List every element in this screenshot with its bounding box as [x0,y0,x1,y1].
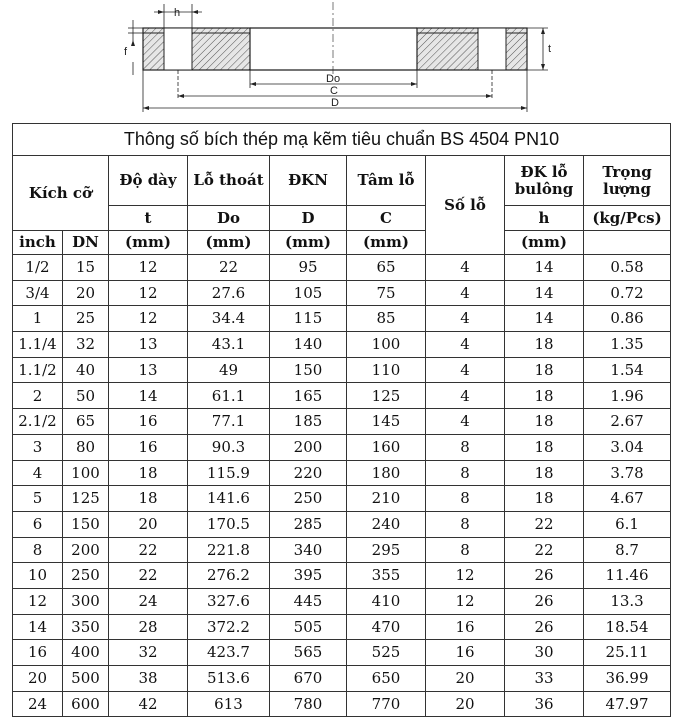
table-cell: 395 [270,563,347,589]
table-row [13,306,671,332]
table-cell: 1.35 [584,332,671,358]
table-cell: 100 [347,332,426,358]
table-cell: 15 [63,255,109,281]
table-cell: 240 [347,511,426,537]
table-cell: 250 [63,563,109,589]
table-cell: 26 [505,614,584,640]
table-cell: 8 [426,511,505,537]
table-cell: 40 [63,357,109,383]
table-cell: 24 [109,588,188,614]
table-cell: 90.3 [188,434,270,460]
table-cell: 3.78 [584,460,671,486]
table-cell: 18 [505,434,584,460]
table-row [13,460,671,486]
table-cell: 145 [347,409,426,435]
table-cell: 3.04 [584,434,671,460]
table-cell: 100 [63,460,109,486]
unit-d: (mm) [270,231,347,255]
table-cell: 8.7 [584,537,671,563]
table-cell: 170.5 [188,511,270,537]
table-cell: 95 [270,255,347,281]
table-cell: 350 [63,614,109,640]
table-cell: 340 [270,537,347,563]
label-d: D [331,97,339,109]
unit-do: (mm) [188,231,270,255]
table-cell: 65 [347,255,426,281]
table-cell: 18 [505,409,584,435]
table-cell: 0.86 [584,306,671,332]
table-body [13,255,671,717]
table-cell: 16 [426,614,505,640]
symbol-d: D [270,206,347,231]
table-cell: 525 [347,640,426,666]
table-cell: 250 [270,486,347,512]
table-cell: 780 [270,691,347,717]
table-row [13,280,671,306]
table-cell: 43.1 [188,332,270,358]
table-cell: 8 [13,537,63,563]
table-cell: 20 [109,511,188,537]
table-cell: 18 [505,486,584,512]
dimension-t [527,28,551,70]
table-cell: 327.6 [188,588,270,614]
unit-t: (mm) [109,231,188,255]
table-cell: 5 [13,486,63,512]
table-cell: 4 [426,332,505,358]
table-cell: 110 [347,357,426,383]
table-cell: 115.9 [188,460,270,486]
table-cell: 3/4 [13,280,63,306]
table-cell: 20 [426,691,505,717]
unit-c: (mm) [347,231,426,255]
table-cell: 4 [426,357,505,383]
table-cell: 16 [426,640,505,666]
table-cell: 4 [426,255,505,281]
table-cell: 0.72 [584,280,671,306]
table-cell: 27.6 [188,280,270,306]
table-cell: 50 [63,383,109,409]
table-cell: 200 [63,537,109,563]
table-cell: 125 [63,486,109,512]
table-cell: 38 [109,666,188,692]
table-cell: 26 [505,588,584,614]
table-cell: 20 [63,280,109,306]
table-cell: 8 [426,460,505,486]
table-row [13,563,671,589]
table-cell: 12 [109,280,188,306]
table-cell: 12 [426,588,505,614]
table-cell: 18 [505,460,584,486]
table-cell: 1.54 [584,357,671,383]
table-cell: 2.67 [584,409,671,435]
table-cell: 47.97 [584,691,671,717]
table-cell: 423.7 [188,640,270,666]
table-cell: 8 [426,434,505,460]
table-cell: 77.1 [188,409,270,435]
table-row [13,640,671,666]
table-cell: 22 [505,537,584,563]
table-cell: 30 [505,640,584,666]
table-cell: 33 [505,666,584,692]
table-cell: 12 [13,588,63,614]
table-row [13,255,671,281]
spec-table [12,123,671,717]
table-cell: 22 [505,511,584,537]
table-cell: 4 [13,460,63,486]
table-cell: 4 [426,280,505,306]
header-bore: Lỗ thoát [188,156,270,206]
label-f: f [124,46,128,58]
flange-diagram [0,0,682,120]
table-cell: 2 [13,383,63,409]
table-cell: 4.67 [584,486,671,512]
table-cell: 125 [347,383,426,409]
table-cell: 26 [505,563,584,589]
table-cell: 8 [426,486,505,512]
table-cell: 85 [347,306,426,332]
table-cell: 276.2 [188,563,270,589]
table-row [13,357,671,383]
table-cell: 105 [270,280,347,306]
table-cell: 2.1/2 [13,409,63,435]
table-cell: 141.6 [188,486,270,512]
label-do: Do [326,73,341,85]
label-c: C [330,85,338,97]
flange-right-section [417,28,527,70]
table-cell: 150 [270,357,347,383]
table-cell: 670 [270,666,347,692]
table-cell: 14 [13,614,63,640]
table-row [13,691,671,717]
table-cell: 49 [188,357,270,383]
table-cell: 200 [270,434,347,460]
table-cell: 1/2 [13,255,63,281]
table-cell: 445 [270,588,347,614]
table-cell: 565 [270,640,347,666]
symbol-do: Do [188,206,270,231]
table-cell: 28 [109,614,188,640]
header-weight: Trọng lượng [584,156,671,206]
header-bolt-dia: ĐK lỗ bulông [505,156,584,206]
table-cell: 770 [347,691,426,717]
table-cell: 180 [347,460,426,486]
table-cell: 20 [13,666,63,692]
table-row [13,434,671,460]
table-row [13,666,671,692]
table-cell: 14 [505,306,584,332]
table-row [13,383,671,409]
table-cell: 0.58 [584,255,671,281]
table-cell: 75 [347,280,426,306]
table-cell: 6 [13,511,63,537]
unit-inch: inch [13,231,63,255]
table-row [13,409,671,435]
table-cell: 16 [109,434,188,460]
table-cell: 600 [63,691,109,717]
dimension-f [124,20,143,75]
table-cell: 25.11 [584,640,671,666]
table-cell: 42 [109,691,188,717]
table-cell: 140 [270,332,347,358]
table-cell: 16 [109,409,188,435]
table-cell: 4 [426,383,505,409]
table-cell: 14 [505,280,584,306]
table-cell: 372.2 [188,614,270,640]
table-cell: 4 [426,409,505,435]
table-cell: 13 [109,357,188,383]
table-cell: 34.4 [188,306,270,332]
table-cell: 8 [426,537,505,563]
table-cell: 14 [505,255,584,281]
table-cell: 22 [109,537,188,563]
table-cell: 650 [347,666,426,692]
table-cell: 12 [426,563,505,589]
label-t: t [548,43,552,55]
table-cell: 185 [270,409,347,435]
table-cell: 14 [109,383,188,409]
table-row [13,511,671,537]
table-cell: 32 [63,332,109,358]
table-row [13,614,671,640]
table-cell: 4 [426,306,505,332]
table-cell: 1.1/2 [13,357,63,383]
table-cell: 613 [188,691,270,717]
table-cell: 32 [109,640,188,666]
table-cell: 18 [505,383,584,409]
table-cell: 25 [63,306,109,332]
table-cell: 20 [426,666,505,692]
table-cell: 6.1 [584,511,671,537]
table-cell: 24 [13,691,63,717]
label-h: h [174,7,181,19]
table-cell: 22 [109,563,188,589]
table-cell: 16 [13,640,63,666]
table-cell: 1 [13,306,63,332]
table-row [13,332,671,358]
table-row [13,537,671,563]
table-cell: 295 [347,537,426,563]
table-cell: 13 [109,332,188,358]
table-cell: 1.96 [584,383,671,409]
table-cell: 18 [505,357,584,383]
table-cell: 470 [347,614,426,640]
table-cell: 18 [109,486,188,512]
header-size: Kích cỡ [13,156,109,231]
table-cell: 513.6 [188,666,270,692]
table-cell: 165 [270,383,347,409]
symbol-c: C [347,206,426,231]
table-cell: 18 [109,460,188,486]
table-cell: 285 [270,511,347,537]
table-cell: 3 [13,434,63,460]
table-cell: 22 [188,255,270,281]
header-thickness: Độ dày [109,156,188,206]
table-cell: 11.46 [584,563,671,589]
table-cell: 400 [63,640,109,666]
table-row [13,486,671,512]
table-cell: 160 [347,434,426,460]
table-cell: 61.1 [188,383,270,409]
flange-left-section [143,28,250,70]
table-cell: 150 [63,511,109,537]
table-cell: 210 [347,486,426,512]
unit-weight-blank [584,231,671,255]
table-cell: 221.8 [188,537,270,563]
table-cell: 13.3 [584,588,671,614]
table-cell: 410 [347,588,426,614]
symbol-weight-unit: (kg/Pcs) [584,206,671,231]
table-cell: 36.99 [584,666,671,692]
table-cell: 12 [109,306,188,332]
table-cell: 36 [505,691,584,717]
table-cell: 10 [13,563,63,589]
table-cell: 500 [63,666,109,692]
table-cell: 65 [63,409,109,435]
table-cell: 300 [63,588,109,614]
table-cell: 18.54 [584,614,671,640]
table-cell: 220 [270,460,347,486]
table-cell: 12 [109,255,188,281]
table-cell: 1.1/4 [13,332,63,358]
table-cell: 80 [63,434,109,460]
header-od: ĐKN [270,156,347,206]
table-cell: 355 [347,563,426,589]
table-title: Thông số bích thép mạ kẽm tiêu chuẩn BS 4504 PN10 [13,124,671,156]
table-row [13,588,671,614]
unit-h: (mm) [505,231,584,255]
header-holes: Số lỗ [426,156,505,255]
header-pcd: Tâm lỗ [347,156,426,206]
symbol-h: h [505,206,584,231]
symbol-t: t [109,206,188,231]
table-cell: 505 [270,614,347,640]
table-cell: 115 [270,306,347,332]
table-cell: 18 [505,332,584,358]
dimension-h [154,4,202,28]
unit-dn: DN [63,231,109,255]
